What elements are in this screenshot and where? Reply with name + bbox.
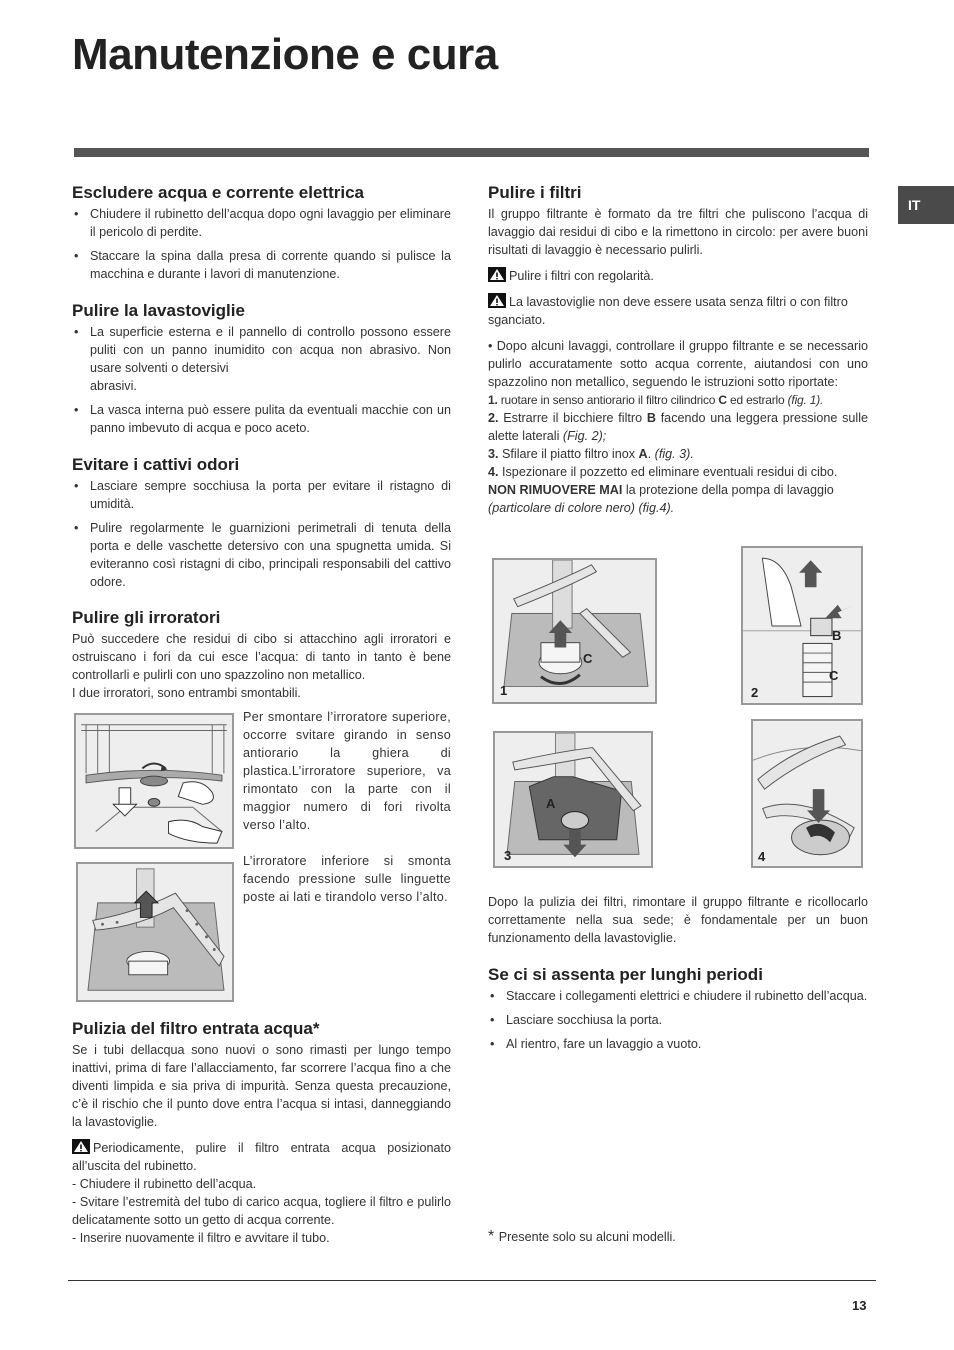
filter-figure-2 — [741, 546, 863, 705]
step-number: 1. — [488, 393, 498, 407]
section-cattivi-odori — [72, 455, 451, 591]
step-line: - Chiudere il rubinetto dell’acqua. — [72, 1177, 257, 1191]
footnote — [488, 1228, 676, 1246]
step-number: 4. — [488, 465, 499, 479]
part-label: A — [546, 796, 556, 811]
filter-illustration-3 — [495, 733, 651, 866]
footer-rule — [68, 1280, 876, 1281]
list-item: • Staccare i collegamenti elettrici e chiudere il rubinetto dell’acqua. — [488, 987, 868, 1005]
lower-sprayer-illustration — [78, 864, 232, 1000]
footnote-mark: * — [488, 1228, 495, 1245]
paragraph: Il gruppo filtrante è formato da tre filtri che puliscono l’acqua di lavaggio dai residui di cibo e la rimettono in circolo: per avere buoni risultati di lavaggio è necessario pulirli. — [488, 207, 868, 257]
paragraph: Dopo la pulizia dei filtri, rimontare il gruppo filtrante e ricollocarlo correttamente nella sua sede; è fondamentale per un buon funzionamento della lavastoviglie. — [488, 895, 868, 945]
figure-number: 4 — [758, 849, 766, 864]
step-line: - Inserire nuovamente il filtro e avvitare il tubo. — [72, 1231, 330, 1245]
section-heading: Escludere acqua e corrente elettrica — [72, 183, 364, 202]
step-text: la protezione della pompa di lavaggio — [625, 483, 834, 497]
page-title: Manutenzione e cura — [72, 30, 498, 79]
page-number: 13 — [852, 1298, 867, 1313]
paragraph: L’irroratore inferiore si smonta facendo pressione sulle linguette poste ai lati e tirandolo verso l’alto. — [243, 854, 451, 904]
section-escludere — [72, 183, 451, 283]
list-item: • Al rientro, fare un lavaggio a vuoto. — [488, 1035, 868, 1053]
warning-note — [488, 293, 868, 329]
figure-ref: (fig. 1). — [787, 393, 824, 407]
figure-ref: (Fig. 2); — [562, 429, 607, 443]
step-text: Sfilare il piatto filtro inox — [502, 447, 636, 461]
warning-icon — [72, 1139, 90, 1154]
step-number: 2. — [488, 411, 499, 425]
section-filtro-entrata — [72, 1019, 451, 1247]
part-label: A — [638, 447, 648, 461]
warning-icon — [488, 267, 506, 282]
section-irroratori — [72, 608, 451, 702]
figure-number: 2 — [751, 685, 759, 700]
paragraph: Se i tubi dellacqua sono nuovi o sono rimasti per lungo tempo inattivi, prima di fare l’allacciamento, far scorrere l’acqua fino a che diventi limpida e sia priva di impurità. Senza questa precauzione, c’è il rischio che il punto dove entra l’acqua si intasi, danneggiando la lavastoviglie. — [72, 1043, 451, 1129]
list-item: • Staccare la spina dalla presa di corrente quando si pulisce la macchina e durante i lavori di manutenzione. — [72, 247, 451, 283]
filter-illustration-2 — [743, 548, 861, 703]
section-assenza — [488, 965, 868, 1053]
part-label: C — [583, 651, 593, 666]
warning-text: Periodicamente, pulire il filtro entrata acqua posizionato all’uscita del rubinetto. — [72, 1141, 451, 1173]
section-heading: Pulire gli irroratori — [72, 608, 221, 627]
step-line: - Svitare l’estremità del tubo di carico acqua, togliere il filtro e pulirlo delicatamente sotto un getto di acqua corrente. — [72, 1195, 451, 1227]
filter-figure-1 — [492, 558, 657, 704]
list-item: • Lasciare socchiusa la porta. — [488, 1011, 868, 1029]
list-item: • Chiudere il rubinetto dell’acqua dopo ogni lavaggio per eliminare il pericolo di perdite. — [72, 205, 451, 241]
list-item-text: La superficie esterna e il pannello di controllo possono essere puliti con un panno inumidito con acqua non abrasivo. Non usare solventi o detersivi — [90, 325, 451, 375]
step-text: Estrarre il bicchiere filtro — [503, 411, 643, 425]
section-pulire-filtri — [488, 183, 868, 517]
section-heading: Se ci si assenta per lunghi periodi — [488, 965, 763, 984]
step-text: ed estrarlo — [730, 393, 785, 407]
section-heading: Evitare i cattivi odori — [72, 455, 240, 474]
warning-note — [72, 1139, 451, 1175]
figure-number: 3 — [504, 848, 512, 863]
part-label: B — [646, 411, 656, 425]
filter-figure-3 — [493, 731, 653, 868]
section-heading: Pulire i filtri — [488, 183, 582, 202]
paragraph: Può succedere che residui di cibo si attacchino agli irroratori e ostruiscano i fori da cui esce l’acqua: di tanto in tanto è bene controllarli e pulirli con uno spazzolino non metallico. — [72, 632, 451, 682]
warning-text: Pulire i filtri con regolarità. — [509, 269, 654, 283]
figure-ref: (fig. 3). — [654, 447, 694, 461]
warning-text: La lavastoviglie non deve essere usata senza filtri o con filtro sganciato. — [488, 295, 848, 327]
step-text: . — [647, 447, 652, 461]
figure-number: 1 — [500, 683, 508, 698]
warning-label: NON RIMUOVERE MAI — [488, 483, 623, 497]
part-label: B — [832, 628, 842, 643]
filter-figure-4 — [751, 719, 863, 868]
step-text: Ispezionare il pozzetto ed eliminare eventuali residui di cibo. — [502, 465, 838, 479]
section-heading: Pulizia del filtro entrata acqua* — [72, 1019, 320, 1038]
list-item: • Pulire regolarmente le guarnizioni perimetrali di tenuta della porta e delle vaschette detersivo con una spugnetta umida. Si eviteranno così ristagni di cibo, principali responsabili del cattivo odore. — [72, 519, 451, 591]
warning-icon — [488, 293, 506, 308]
part-label: C — [829, 668, 839, 683]
step-text: ruotare in senso antiorario il filtro cilindrico — [500, 393, 716, 407]
part-label: C — [718, 393, 727, 407]
step-text: facendo una leggera pressione sulle alette laterali — [488, 411, 869, 443]
filter-illustration-4 — [753, 721, 861, 866]
list-item: • Lasciare sempre socchiusa la porta per evitare il ristagno di umidità. — [72, 477, 451, 513]
section-heading: Pulire la lavastoviglie — [72, 301, 245, 320]
upper-sprayer-figure — [74, 713, 234, 849]
upper-sprayer-illustration — [76, 715, 232, 847]
step-2 — [488, 409, 868, 445]
warning-note — [488, 267, 868, 285]
paragraph: • Dopo alcuni lavaggi, controllare il gruppo filtrante e se necessario pulirlo accuratamente sotto acqua corrente, aiutandosi con uno spazzolino non metallico, seguendo le istruzioni sotto riportate: — [488, 339, 868, 389]
paragraph: I due irroratori, sono entrambi smontabili. — [72, 686, 301, 700]
step-3 — [488, 445, 868, 463]
title-rule — [74, 148, 869, 157]
list-item — [72, 323, 451, 395]
step-4 — [488, 463, 868, 481]
list-item-text: abrasivi. — [90, 379, 137, 393]
step-4-warning — [488, 481, 868, 517]
reassemble-note — [488, 893, 868, 947]
step-1 — [488, 391, 868, 409]
paragraph: Per smontare l’irroratore superiore, occorre svitare girando in senso antiorario la ghiera di plastica.L’irroratore superiore, va rimontato con la parte con il maggior numero di fori rivolta verso l’alto. — [243, 710, 451, 832]
filter-illustration-1 — [494, 560, 655, 702]
lower-sprayer-figure — [76, 862, 234, 1002]
language-tab: IT — [898, 186, 954, 224]
list-item: • La vasca interna può essere pulita da eventuali macchie con un panno imbevuto di acqua e poco aceto. — [72, 401, 451, 437]
section-pulire-lavastoviglie — [72, 301, 451, 437]
sprayer-instructions — [243, 708, 451, 906]
figure-ref: (particolare di colore nero) (fig.4). — [488, 501, 675, 515]
footnote-text: Presente solo su alcuni modelli. — [498, 1230, 676, 1244]
step-number: 3. — [488, 447, 499, 461]
